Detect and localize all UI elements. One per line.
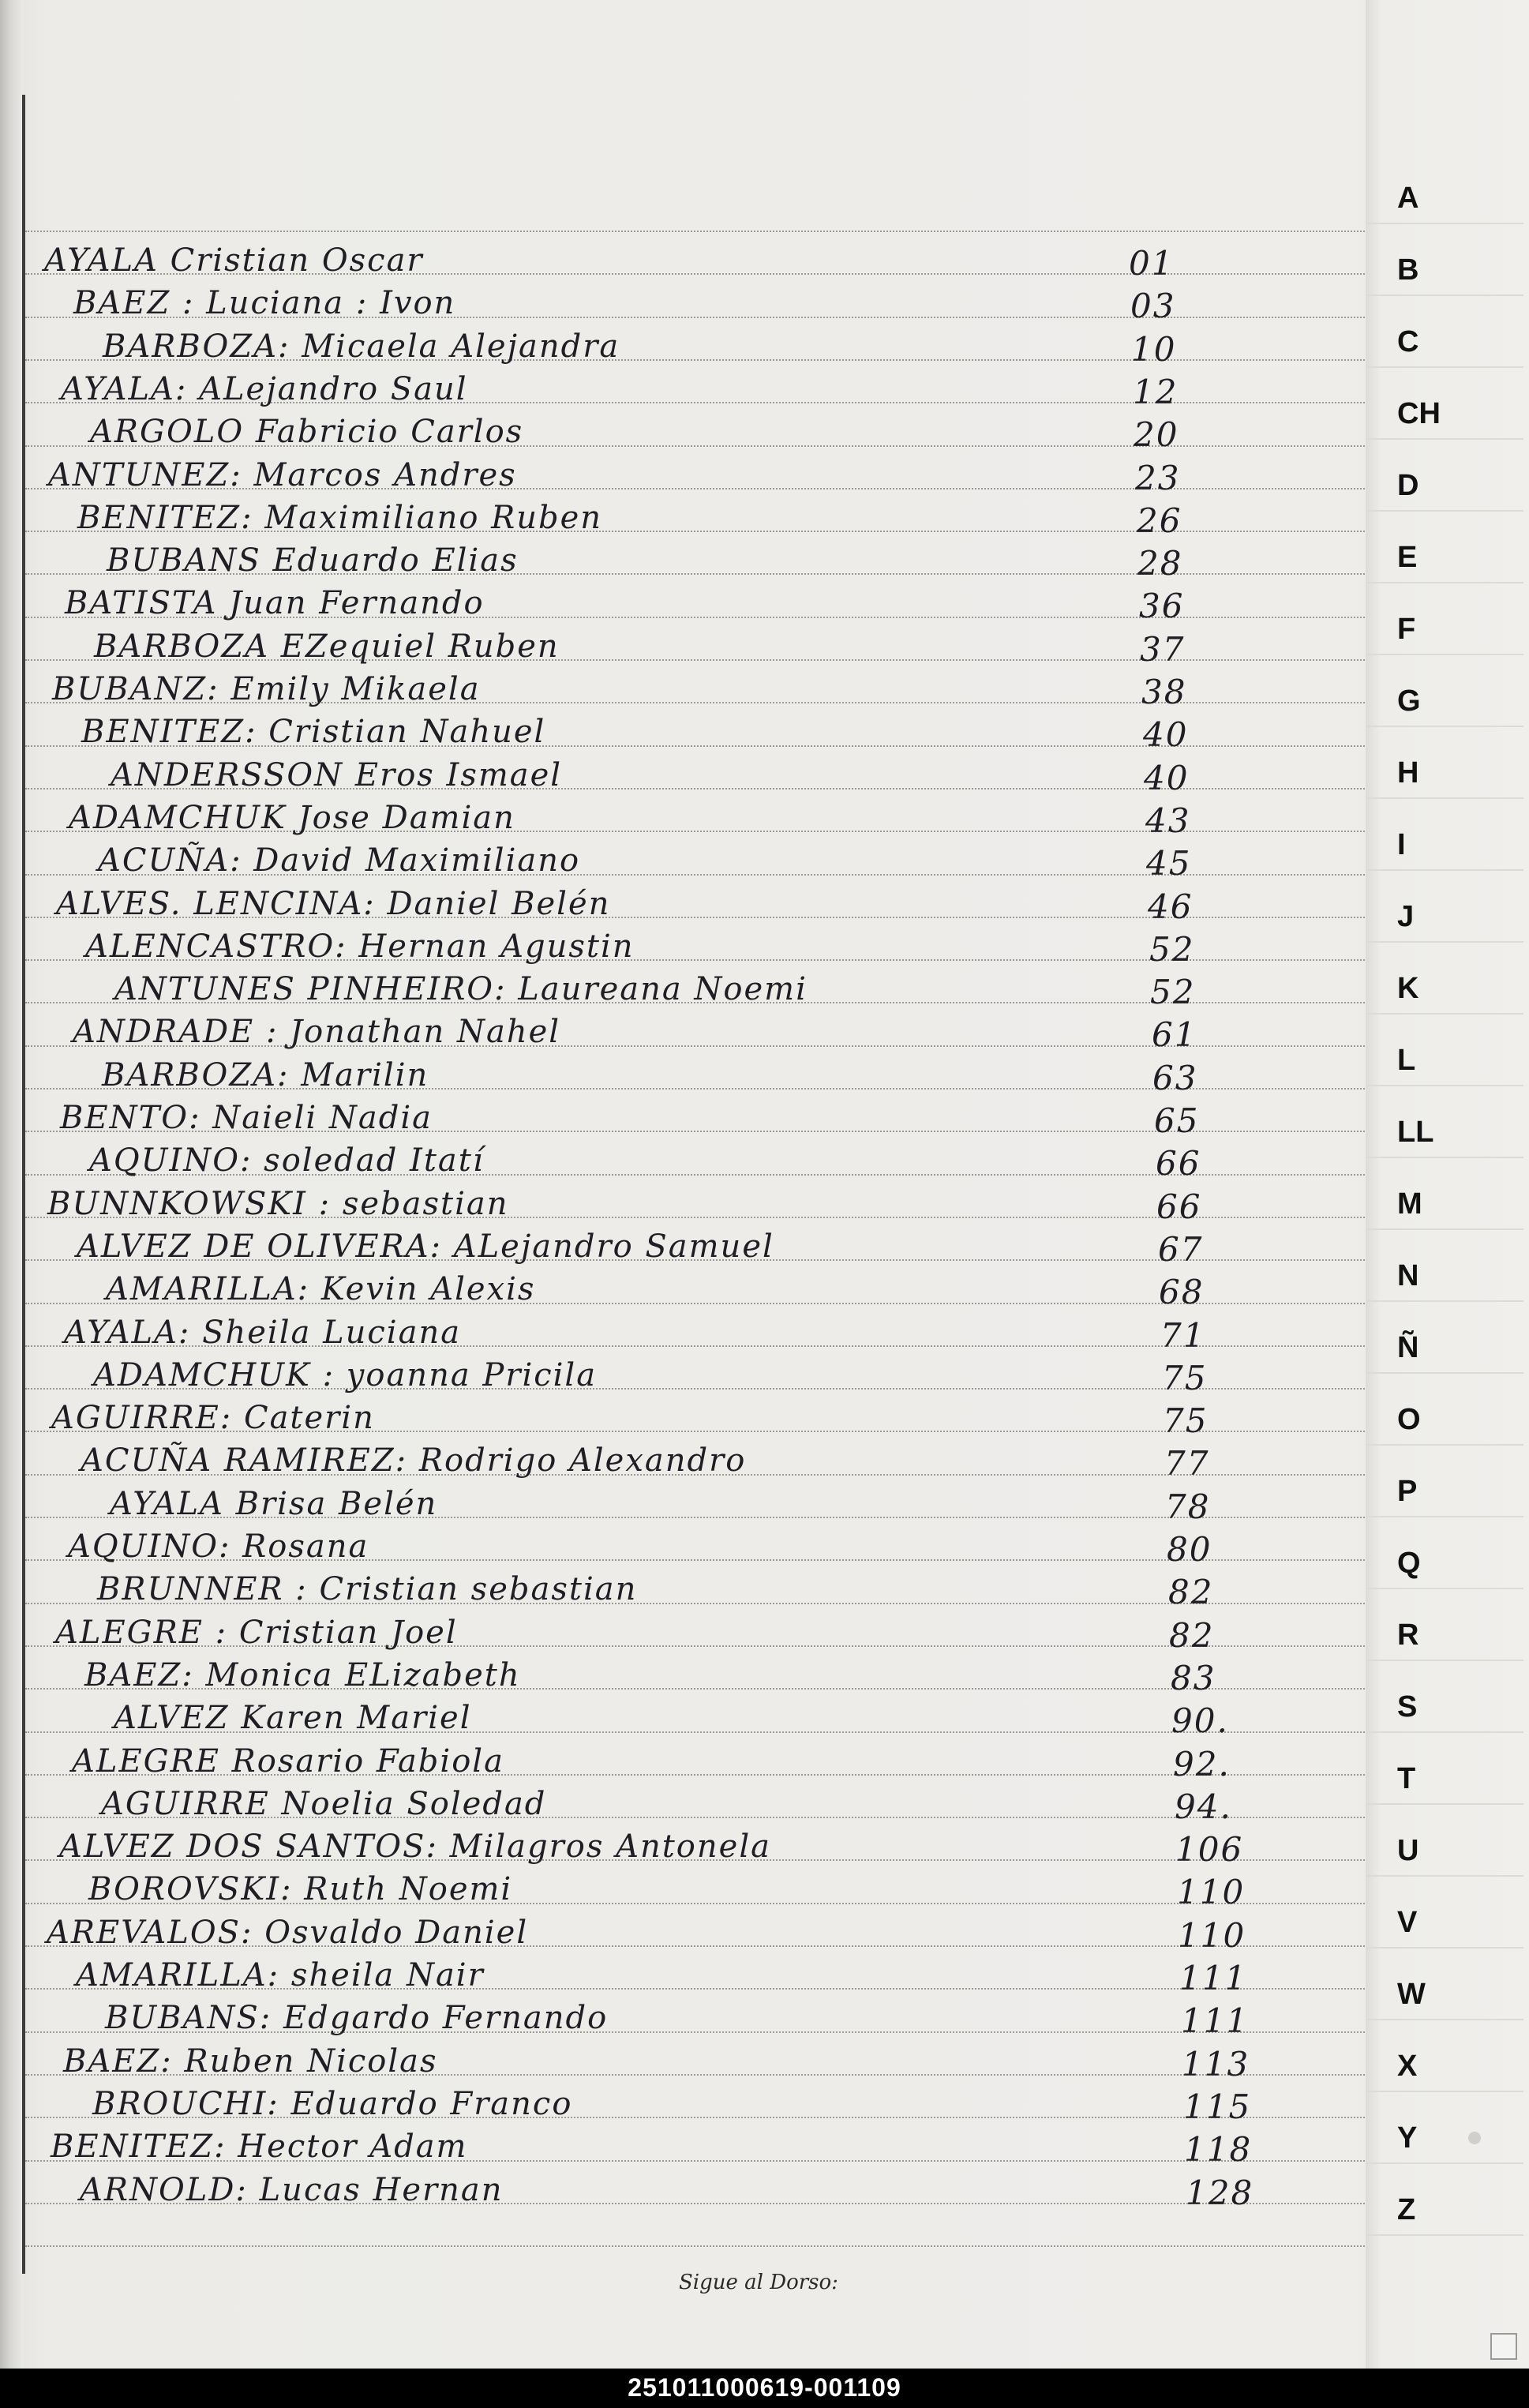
index-tab-letter: LL: [1397, 1116, 1434, 1149]
entry-name: AYALA Cristian Oscar: [44, 242, 424, 279]
entry-name: ALENCASTRO: Hernan Agustin: [85, 928, 635, 965]
index-tab-letter: U: [1397, 1834, 1419, 1867]
index-tab[interactable]: [1366, 2115, 1523, 2164]
entry-name: ADAMCHUK : yoanna Pricila: [93, 1357, 598, 1393]
index-tab-letter: P: [1397, 1475, 1418, 1508]
index-tab[interactable]: [1366, 1971, 1523, 2020]
index-tab[interactable]: [1366, 1828, 1523, 1877]
entry-name: ARNOLD: Lucas Hernan: [80, 2172, 504, 2208]
entry-name: ANTUNES PINHEIRO: Laureana Noemi: [114, 971, 808, 1007]
index-tab-letter: D: [1397, 469, 1419, 502]
entry-name: BAEZ: Ruben Nicolas: [63, 2043, 438, 2080]
index-tab-letter: O: [1397, 1403, 1421, 1436]
entry-name: BOROVSKI: Ruth Noemi: [88, 1871, 513, 1907]
entry-number: 67: [1158, 1230, 1204, 1269]
entry-name: AYALA Brisa Belén: [110, 1486, 438, 1522]
index-tab[interactable]: [1366, 1253, 1523, 1302]
entry-name: ALEGRE Rosario Fabiola: [72, 1743, 504, 1780]
entry-number: 45: [1146, 844, 1192, 883]
index-tab[interactable]: [1366, 1325, 1523, 1374]
footer-note: Sigue al Dorso:: [679, 2271, 838, 2294]
index-tab-letter: F: [1397, 613, 1416, 646]
index-tab-letter: Y: [1397, 2121, 1418, 2155]
index-tab-letter: M: [1397, 1187, 1422, 1221]
entry-number: 01: [1129, 244, 1175, 283]
entry-number: 43: [1145, 801, 1191, 840]
entry-number: 110: [1177, 1873, 1246, 1911]
entry-name: BENITEZ: Hector Adam: [51, 2129, 468, 2165]
entry-name: AGUIRRE Noelia Soledad: [101, 1786, 547, 1822]
index-tab[interactable]: [1366, 534, 1523, 583]
index-tab[interactable]: [1366, 1540, 1523, 1589]
index-tab-list: [1366, 0, 1529, 2369]
entry-number: 77: [1164, 1444, 1210, 1483]
entry-name: ADAMCHUK Jose Damian: [69, 800, 515, 836]
entry-number: 75: [1162, 1359, 1208, 1397]
index-tab-letter: C: [1397, 325, 1419, 358]
index-tab-letter: B: [1397, 253, 1419, 287]
entry-number: 78: [1165, 1487, 1211, 1526]
index-tab-letter: Q: [1397, 1547, 1421, 1580]
entry-number: 75: [1163, 1401, 1209, 1440]
entry-number: 111: [1181, 2001, 1250, 2040]
entry-name: AREVALOS: Osvaldo Daniel: [47, 1915, 529, 1951]
index-tab[interactable]: [1366, 1756, 1523, 1805]
entry-name: BARBOZA: Micaela Alejandra: [103, 328, 620, 365]
index-tab[interactable]: [1366, 1684, 1523, 1733]
entry-number: 128: [1186, 2174, 1254, 2212]
entry-number: 118: [1184, 2130, 1253, 2169]
entry-number: 71: [1160, 1316, 1206, 1355]
entry-name: AYALA: Sheila Luciana: [64, 1315, 462, 1351]
entry-number: 12: [1133, 373, 1179, 411]
index-tab-letter: E: [1397, 541, 1418, 574]
entry-name: BENITEZ: Cristian Nahuel: [81, 714, 546, 750]
corner-mark: [1490, 2333, 1517, 2360]
entry-name: BROUCHI: Eduardo Franco: [92, 2086, 573, 2122]
index-tab[interactable]: [1366, 2187, 1523, 2236]
entry-number: 52: [1150, 973, 1196, 1011]
index-tab-letter: J: [1397, 900, 1415, 933]
barcode-bar: [0, 2369, 1529, 2408]
entry-name: ARGOLO Fabricio Carlos: [90, 414, 524, 450]
entry-name: ALVES. LENCINA: Daniel Belén: [56, 886, 611, 922]
index-tab[interactable]: [1366, 678, 1523, 727]
entry-number: 111: [1179, 1959, 1248, 1997]
index-tab[interactable]: [1366, 1468, 1523, 1517]
entry-name: ANTUNEZ: Marcos Andres: [48, 457, 517, 493]
index-tab[interactable]: [1366, 247, 1523, 296]
index-tab-letter: A: [1397, 182, 1419, 215]
entry-name: AMARILLA: sheila Nair: [76, 1957, 485, 1994]
index-tab[interactable]: [1366, 750, 1523, 799]
entry-number: 61: [1152, 1015, 1197, 1054]
index-tab[interactable]: [1366, 1397, 1523, 1446]
entry-number: 40: [1143, 715, 1189, 754]
entry-number: 66: [1156, 1187, 1202, 1226]
index-tab[interactable]: [1366, 1900, 1523, 1949]
entry-name: ANDRADE : Jonathan Nahel: [73, 1014, 561, 1050]
entry-name: AMARILLA: Kevin Alexis: [106, 1271, 536, 1307]
index-tab-letter: Ñ: [1397, 1331, 1419, 1364]
entry-name: AGUIRRE: Caterin: [51, 1400, 375, 1436]
barcode-id: 251011000619-001109: [628, 2373, 901, 2402]
punch-hole: [1468, 2132, 1481, 2144]
entry-number: 52: [1149, 930, 1195, 969]
index-tab[interactable]: [1366, 1612, 1523, 1661]
entry-number: 23: [1135, 459, 1181, 497]
index-tab-letter: K: [1397, 972, 1419, 1005]
entry-number: 38: [1141, 673, 1187, 711]
entry-name: BENITEZ: Maximiliano Ruben: [77, 500, 603, 536]
entry-number: 65: [1154, 1101, 1200, 1140]
index-tab-letter: R: [1397, 1618, 1419, 1652]
entry-number: 115: [1183, 2087, 1252, 2126]
index-tab-letter: T: [1397, 1762, 1416, 1795]
entry-number: 90.: [1171, 1701, 1229, 1740]
index-tab-letter: L: [1397, 1044, 1416, 1077]
entry-name: ANDERSSON Eros Ismael: [111, 757, 563, 793]
entry-number: 10: [1131, 330, 1177, 369]
entry-number: 28: [1137, 544, 1183, 583]
index-tab-letter: X: [1397, 2050, 1418, 2083]
index-tab[interactable]: [1366, 319, 1523, 368]
index-tab-letter: I: [1397, 828, 1406, 861]
entry-name: BARBOZA: Marilin: [102, 1057, 429, 1093]
entry-number: 37: [1140, 630, 1186, 669]
index-tab[interactable]: [1366, 463, 1523, 512]
entry-number: 92.: [1173, 1745, 1231, 1783]
alphabet-index: [1366, 0, 1529, 2369]
entry-name: AYALA: ALejandro Saul: [61, 371, 468, 407]
entry-name: ALVEZ DE OLIVERA: ALejandro Samuel: [77, 1228, 774, 1265]
entry-number: 106: [1175, 1830, 1244, 1869]
entry-number: 03: [1130, 287, 1176, 325]
entry-name: BUBANS: Edgardo Fernando: [105, 2000, 609, 2036]
index-tab[interactable]: [1366, 2043, 1523, 2092]
index-tab[interactable]: [1366, 1181, 1523, 1230]
entry-number: 66: [1156, 1144, 1201, 1183]
entry-name: BAEZ : Luciana : Ivon: [73, 285, 456, 321]
entry-number: 40: [1144, 759, 1190, 797]
entry-number: 80: [1167, 1530, 1212, 1569]
index-tab[interactable]: [1366, 606, 1523, 655]
entry-name: BUNNKOWSKI : sebastian: [47, 1186, 509, 1222]
entry-name: BATISTA Juan Fernando: [65, 585, 485, 621]
entry-name: AQUINO: Rosana: [68, 1528, 369, 1565]
entry-number: 46: [1148, 887, 1194, 926]
index-tab-letter: W: [1397, 1978, 1426, 2011]
index-tab[interactable]: [1366, 391, 1523, 440]
index-tab-letter: CH: [1397, 397, 1441, 430]
index-tab[interactable]: [1366, 1109, 1523, 1158]
index-tab[interactable]: [1366, 175, 1523, 224]
entry-number: 26: [1137, 501, 1182, 540]
entry-name: AQUINO: soledad Itatí: [89, 1142, 485, 1179]
index-tab-letter: G: [1397, 685, 1421, 718]
index-tab-letter: H: [1397, 756, 1419, 790]
index-tab-letter: Z: [1397, 2193, 1416, 2226]
entry-number: 94.: [1175, 1787, 1232, 1826]
entry-name: BUBANS Eduardo Elias: [107, 542, 519, 579]
index-tab[interactable]: [1366, 822, 1523, 871]
entry-number: 110: [1178, 1916, 1246, 1955]
index-tab-letter: N: [1397, 1259, 1419, 1292]
entry-number: 113: [1182, 2045, 1250, 2084]
entry-name: ALEGRE : Cristian Joel: [55, 1615, 458, 1651]
entry-name: ALVEZ DOS SANTOS: Milagros Antonela: [59, 1829, 771, 1865]
index-tab-letter: S: [1397, 1690, 1418, 1723]
entry-number: 20: [1134, 415, 1179, 454]
entry-name: ACUÑA RAMIREZ: Rodrigo Alexandro: [81, 1442, 747, 1479]
entry-name: BUBANZ: Emily Mikaela: [52, 671, 481, 707]
entry-name: ALVEZ Karen Mariel: [114, 1700, 472, 1736]
entry-number: 63: [1152, 1059, 1198, 1097]
entry-number: 82: [1168, 1573, 1214, 1611]
entry-name: BARBOZA EZequiel Ruben: [94, 628, 560, 665]
entry-name: ACUÑA: David Maximiliano: [98, 842, 581, 879]
index-tab-letter: V: [1397, 1906, 1418, 1939]
entry-number: 36: [1139, 587, 1185, 625]
index-tab[interactable]: [1366, 1037, 1523, 1086]
entry-number: 83: [1171, 1659, 1216, 1697]
index-tab[interactable]: [1366, 966, 1523, 1015]
index-tab[interactable]: [1366, 894, 1523, 943]
entry-name: BAEZ: Monica ELizabeth: [84, 1657, 521, 1693]
entry-number: 82: [1169, 1616, 1215, 1655]
entry-name: BENTO: Naieli Nadia: [60, 1100, 433, 1136]
entry-number: 68: [1159, 1273, 1205, 1311]
entry-name: BRUNNER : Cristian sebastian: [97, 1571, 638, 1607]
